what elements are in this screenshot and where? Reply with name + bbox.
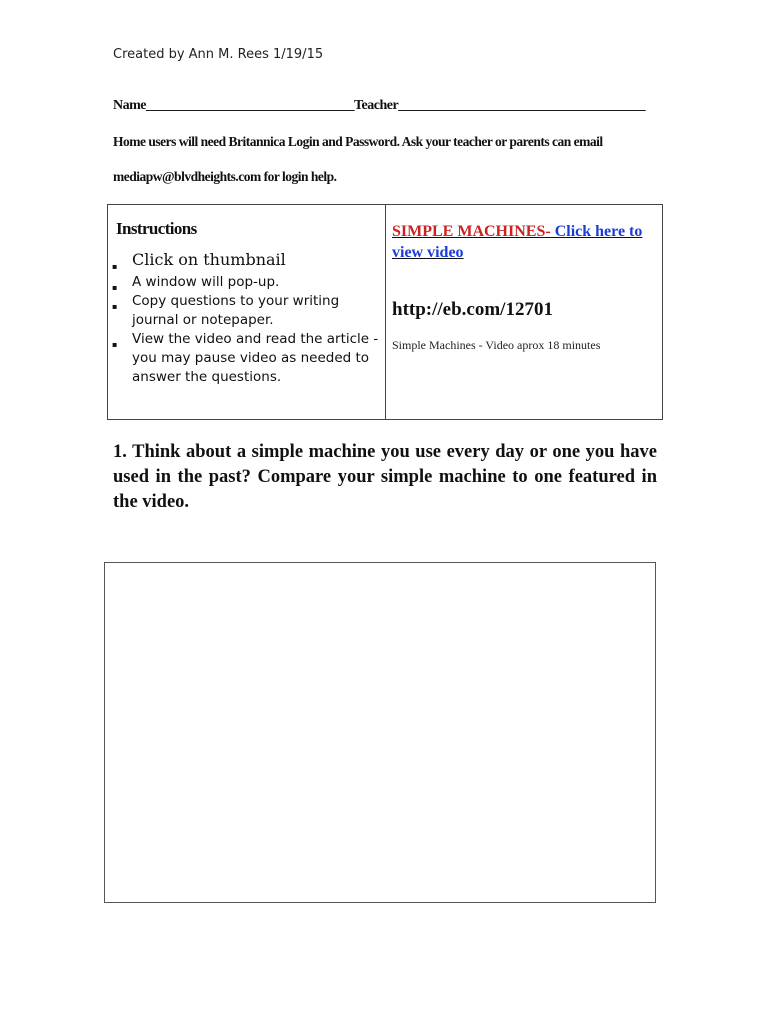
instructions-cell [108, 205, 386, 419]
instruction-text: Click on thumbnail [132, 250, 286, 269]
square-bullet-icon: ▪ [112, 340, 118, 349]
square-bullet-icon: ▪ [112, 302, 118, 311]
instruction-text: View the video and read the article - you may pause video as needed to answer the questions. [132, 331, 379, 385]
instruction-item [108, 330, 386, 387]
instruction-text: Copy questions to your writing journal or notepaper. [132, 293, 340, 328]
home-users-note: Home users will need Britannica Login and Password. Ask your teacher or parents can email [113, 134, 603, 149]
view-video-link[interactable] [392, 221, 662, 263]
video-link-title[interactable]: SIMPLE MACHINES- [392, 223, 551, 240]
video-link-action[interactable]: Click here to view video [392, 223, 643, 261]
video-caption: Simple Machines - Video aprox 18 minutes [392, 338, 601, 352]
square-bullet-icon: ▪ [112, 283, 118, 292]
square-bullet-icon: ▪ [112, 262, 118, 271]
name-teacher-line[interactable]: Name________________________________Teacher______________________________________ [113, 98, 646, 113]
question-1: 1. Think about a simple machine you use every day or one you have used in the past? Compare your simple machine to one featured in the video. [113, 442, 657, 512]
login-help-note: mediapw@blvdheights.com for login help. [113, 169, 337, 184]
answer-box[interactable] [104, 562, 656, 903]
instruction-item [108, 273, 386, 292]
instruction-item [108, 292, 386, 330]
instructions-heading: Instructions [116, 219, 197, 238]
instruction-text: A window will pop-up. [132, 274, 280, 290]
video-url[interactable]: http://eb.com/12701 [392, 299, 553, 320]
instructions-table [107, 204, 663, 420]
instruction-item [108, 249, 386, 270]
created-by-text: Created by Ann M. Rees 1/19/15 [113, 47, 324, 62]
video-cell [386, 205, 662, 419]
instructions-list [108, 249, 386, 387]
